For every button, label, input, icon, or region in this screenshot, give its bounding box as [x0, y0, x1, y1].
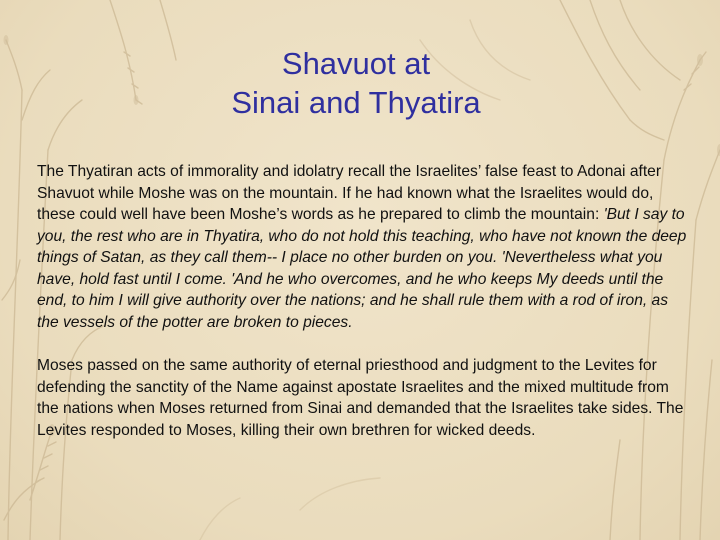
paragraph-2: Moses passed on the same authority of eternal priesthood and judgment to the Levites for defending the sanctity of the Name against apostate Israelites and the mixed multitude from the nations when Moses returned from Sinai and demanded that the Israelites take sides. The Levites responded to Moses, killing their own brethren for wicked deeds. — [37, 357, 684, 439]
paragraph-1 — [37, 161, 692, 333]
slide-title — [150, 44, 562, 122]
paragraph-1-quote: 'But I say to you, the rest who are in Thyatira, who do not hold this teaching, who have not known the deep things of Satan, as they call them-- I place no other burden on you. 'Nevertheless what you have, hold fast until I come. 'And he who overcomes, and he who keeps My deeds until the end, to him I will give authority over the nations; and he shall rule them with a rod of iron, as the vessels of the potter are broken to pieces. — [37, 206, 687, 331]
slide-body — [37, 161, 692, 441]
title-line-1: Shavuot at — [281, 46, 431, 81]
paragraph-1-text: The Thyatiran acts of immorality and idolatry recall the Israelites’ false feast to Adonai after Shavuot while Moshe was on the mountain. If he had known what the Israelites would do, these could well have been Moshe’s words as he prepared to climb the mountain: — [37, 163, 662, 223]
title-line-2: Sinai and Thyatira — [231, 85, 481, 120]
